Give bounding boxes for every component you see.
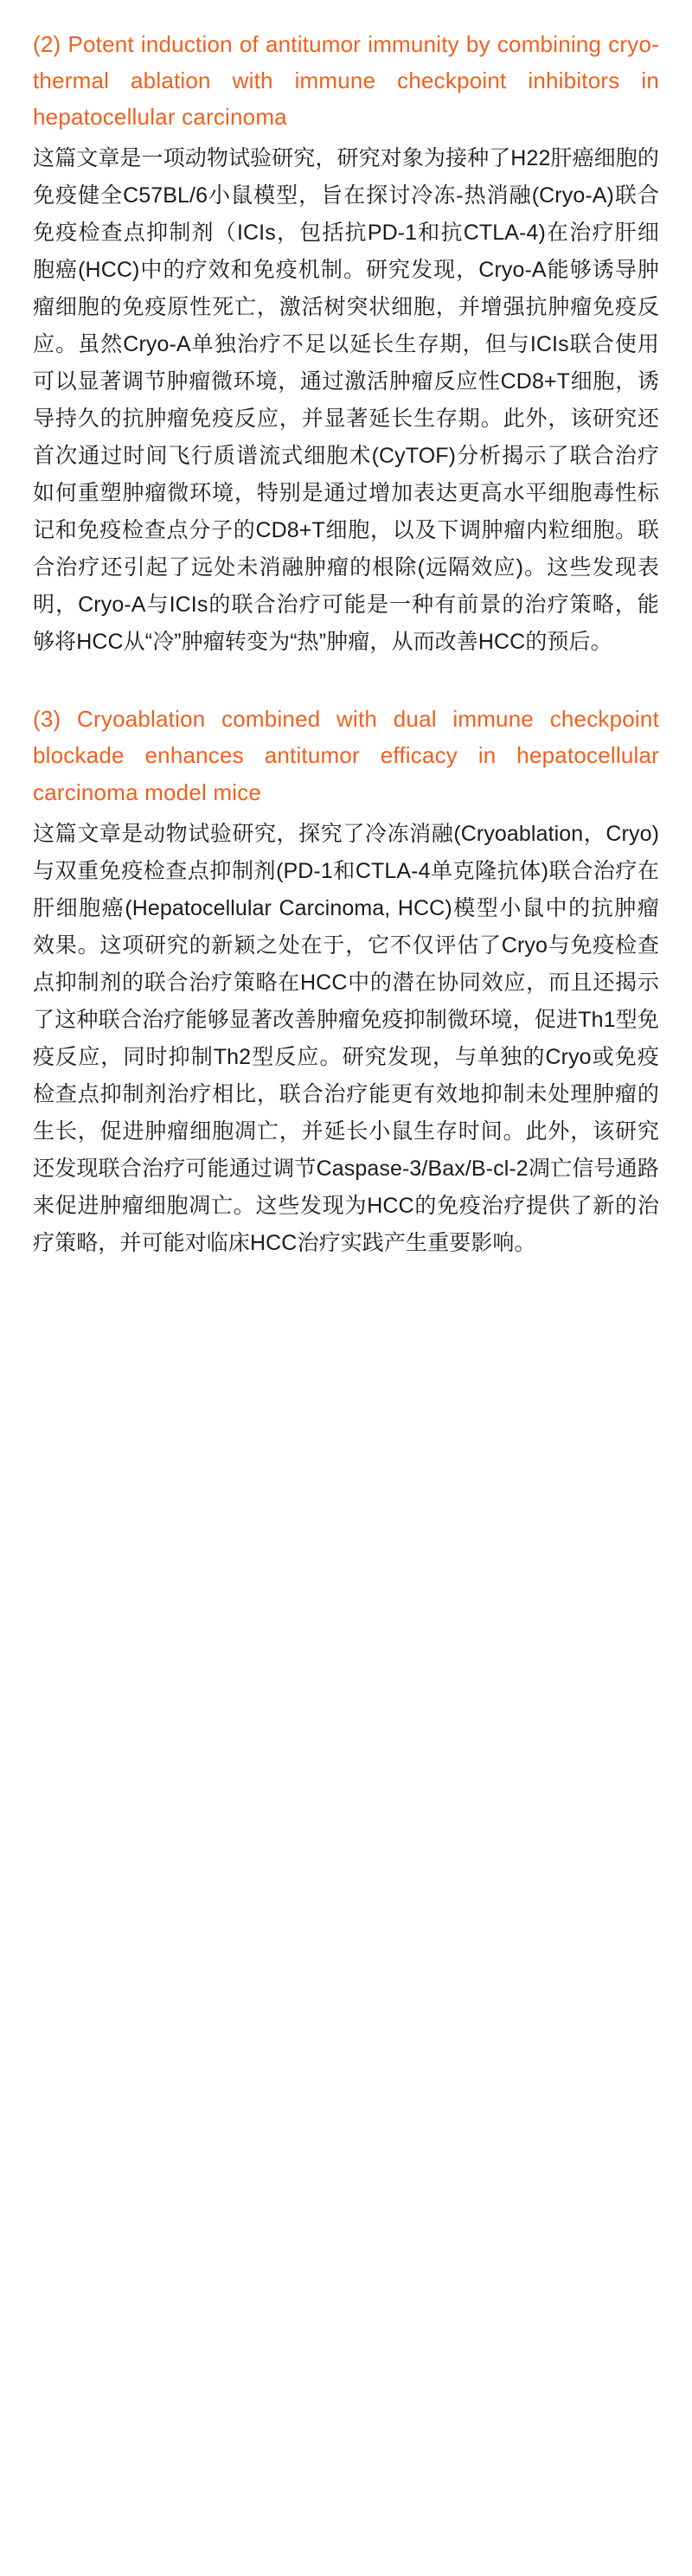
section-2-title: (2) Potent induction of antitumor immunity by combining cryo-thermal ablation with immune checkpoint inhibitors in hepatocellular carcinoma	[33, 31, 659, 131]
section-2-body: 这篇文章是一项动物试验研究，研究对象为接种了H22肝癌细胞的免疫健全C57BL/6小鼠模型，旨在探讨冷冻-热消融(Cryo-A)联合免疫检查点抑制剂（ICIs，包括抗PD-1和抗CTLA-4)在治疗肝细胞癌(HCC)中的疗效和免疫机制。研究发现，Cryo-A能够诱导肿瘤细胞的免疫原性死亡，激活树突状细胞，并增强抗肿瘤免疫反应。虽然Cryo-A单独治疗不足以延长生存期，但与ICIs联合使用可以显著调节肿瘤微环境，通过激活肿瘤反应性CD8+T细胞，诱导持久的抗肿瘤免疫反应，并显著延长生存期。此外，该研究还首次通过时间飞行质谱流式细胞术(CyTOF)分析揭示了联合治疗如何重塑肿瘤微环境，特别是通过增加表达更高水平细胞毒性标记和免疫检查点分子的CD8+T细胞，以及下调肿瘤内粒细胞。联合治疗还引起了远处未消融肿瘤的根除(远隔效应)。这些发现表明，Cryo-A与ICIs的联合治疗可能是一种有前景的治疗策略，能够将HCC从“冷”肿瘤转变为“热”肿瘤，从而改善HCC的预后。	[33, 146, 659, 655]
section-2	[33, 26, 659, 661]
section-3	[33, 701, 659, 1261]
section-3-body: 这篇文章是动物试验研究，探究了冷冻消融(Cryoablation，Cryo)与双重免疫检查点抑制剂(PD-1和CTLA-4单克隆抗体)联合治疗在肝细胞癌(Hepatocellular Carcinoma, HCC)模型小鼠中的抗肿瘤效果。这项研究的新颖之处在于，它不仅评估了Cryo与免疫检查点抑制剂的联合治疗策略在HCC中的潜在协同效应，而且还揭示了这种联合治疗能够显著改善肿瘤免疫抑制微环境，促进Th1型免疫反应，同时抑制Th2型反应。研究发现，与单独的Cryo或免疫检查点抑制剂治疗相比，联合治疗能更有效地抑制未处理肿瘤的生长，促进肿瘤细胞凋亡，并延长小鼠生存时间。此外，该研究还发现联合治疗可能通过调节Caspase-3/Bax/B-cl-2凋亡信号通路来促进肿瘤细胞凋亡。这些发现为HCC的免疫治疗提供了新的治疗策略，并可能对临床HCC治疗实践产生重要影响。	[33, 821, 659, 1255]
section-3-title: (3) Cryoablation combined with dual immune checkpoint blockade enhances antitumor efficacy in hepatocellular carcinoma model mice	[33, 706, 659, 805]
